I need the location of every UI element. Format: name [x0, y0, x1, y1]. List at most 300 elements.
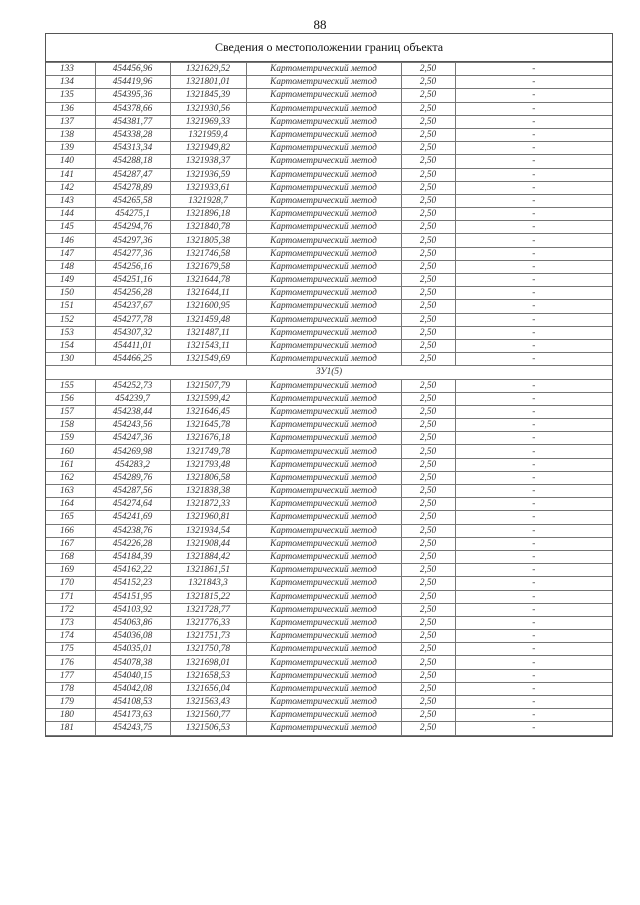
accuracy-cell: 2,50: [401, 511, 455, 524]
coord-x: 454238,76: [95, 524, 170, 537]
coord-x: 454238,44: [95, 405, 170, 418]
method-cell: Картометрический метод: [246, 656, 401, 669]
table-row: [46, 485, 612, 498]
point-number: 151: [46, 300, 95, 313]
method-cell: Картометрический метод: [246, 630, 401, 643]
accuracy-cell: 2,50: [401, 102, 455, 115]
coord-y: 1321676,18: [170, 432, 246, 445]
accuracy-cell: 2,50: [401, 471, 455, 484]
coord-y: 1321872,33: [170, 498, 246, 511]
accuracy-cell: 2,50: [401, 155, 455, 168]
coord-x: 454237,67: [95, 300, 170, 313]
method-cell: Картометрический метод: [246, 155, 401, 168]
coord-x: 454307,32: [95, 326, 170, 339]
description-cell: -: [455, 339, 612, 352]
accuracy-cell: 2,50: [401, 89, 455, 102]
coord-y: 1321896,18: [170, 208, 246, 221]
coord-y: 1321933,61: [170, 181, 246, 194]
method-cell: Картометрический метод: [246, 339, 401, 352]
table-row: [46, 656, 612, 669]
method-cell: Картометрический метод: [246, 63, 401, 76]
point-number: 181: [46, 722, 95, 735]
description-cell: -: [455, 247, 612, 260]
table-row: [46, 63, 612, 76]
description-cell: -: [455, 590, 612, 603]
point-number: 146: [46, 234, 95, 247]
table-row: [46, 682, 612, 695]
coord-y: 1321599,42: [170, 392, 246, 405]
description-cell: -: [455, 260, 612, 273]
accuracy-cell: 2,50: [401, 168, 455, 181]
description-cell: -: [455, 353, 612, 366]
method-cell: Картометрический метод: [246, 419, 401, 432]
accuracy-cell: 2,50: [401, 419, 455, 432]
accuracy-cell: 2,50: [401, 287, 455, 300]
accuracy-cell: 2,50: [401, 709, 455, 722]
description-cell: -: [455, 630, 612, 643]
description-cell: -: [455, 445, 612, 458]
coord-x: 454252,73: [95, 379, 170, 392]
coord-y: 1321549,69: [170, 353, 246, 366]
point-number: 160: [46, 445, 95, 458]
description-cell: -: [455, 234, 612, 247]
method-cell: Картометрический метод: [246, 234, 401, 247]
accuracy-cell: 2,50: [401, 326, 455, 339]
coord-y: 1321838,38: [170, 485, 246, 498]
coord-x: 454275,1: [95, 208, 170, 221]
accuracy-cell: 2,50: [401, 485, 455, 498]
table-row: [46, 89, 612, 102]
accuracy-cell: 2,50: [401, 76, 455, 89]
accuracy-cell: 2,50: [401, 682, 455, 695]
coord-x: 454269,98: [95, 445, 170, 458]
coord-x: 454287,47: [95, 168, 170, 181]
coord-y: 1321936,59: [170, 168, 246, 181]
table-row: [46, 379, 612, 392]
method-cell: Картометрический метод: [246, 445, 401, 458]
point-number: 152: [46, 313, 95, 326]
coord-y: 1321658,53: [170, 669, 246, 682]
method-cell: Картометрический метод: [246, 115, 401, 128]
accuracy-cell: 2,50: [401, 696, 455, 709]
method-cell: Картометрический метод: [246, 682, 401, 695]
point-number: 174: [46, 630, 95, 643]
description-cell: -: [455, 63, 612, 76]
coord-x: 454251,16: [95, 274, 170, 287]
table-row: [46, 564, 612, 577]
coord-y: 1321884,42: [170, 550, 246, 563]
point-number: 162: [46, 471, 95, 484]
description-cell: -: [455, 498, 612, 511]
table-row: [46, 287, 612, 300]
description-cell: -: [455, 155, 612, 168]
accuracy-cell: 2,50: [401, 432, 455, 445]
method-cell: Картометрический метод: [246, 405, 401, 418]
description-cell: -: [455, 669, 612, 682]
coord-y: 1321644,11: [170, 287, 246, 300]
description-cell: -: [455, 524, 612, 537]
coord-y: 1321728,77: [170, 603, 246, 616]
accuracy-cell: 2,50: [401, 379, 455, 392]
description-cell: -: [455, 432, 612, 445]
point-number: 134: [46, 76, 95, 89]
method-cell: Картометрический метод: [246, 550, 401, 563]
description-cell: -: [455, 300, 612, 313]
coord-y: 1321938,37: [170, 155, 246, 168]
coord-x: 454063,86: [95, 616, 170, 629]
coord-x: 454338,28: [95, 128, 170, 141]
coord-x: 454297,36: [95, 234, 170, 247]
coord-y: 1321563,43: [170, 696, 246, 709]
point-number: 150: [46, 287, 95, 300]
description-cell: -: [455, 458, 612, 471]
table-row: [46, 300, 612, 313]
accuracy-cell: 2,50: [401, 498, 455, 511]
point-number: 142: [46, 181, 95, 194]
description-cell: -: [455, 142, 612, 155]
description-cell: -: [455, 405, 612, 418]
table-row: [46, 142, 612, 155]
method-cell: Картометрический метод: [246, 458, 401, 471]
coord-x: 454265,58: [95, 194, 170, 207]
table-row: [46, 524, 612, 537]
accuracy-cell: 2,50: [401, 392, 455, 405]
table-row: [46, 155, 612, 168]
table-row: [46, 577, 612, 590]
coord-y: 1321801,01: [170, 76, 246, 89]
coord-y: 1321507,79: [170, 379, 246, 392]
coord-x: 454378,66: [95, 102, 170, 115]
accuracy-cell: 2,50: [401, 564, 455, 577]
point-number: 153: [46, 326, 95, 339]
method-cell: Картометрический метод: [246, 221, 401, 234]
point-number: 163: [46, 485, 95, 498]
point-number: 179: [46, 696, 95, 709]
table-row: [46, 392, 612, 405]
coord-x: 454243,75: [95, 722, 170, 735]
point-number: 133: [46, 63, 95, 76]
description-cell: -: [455, 696, 612, 709]
coord-y: 1321645,78: [170, 419, 246, 432]
description-cell: -: [455, 419, 612, 432]
accuracy-cell: 2,50: [401, 550, 455, 563]
accuracy-cell: 2,50: [401, 221, 455, 234]
method-cell: Картометрический метод: [246, 247, 401, 260]
coord-y: 1321746,58: [170, 247, 246, 260]
coord-x: 454294,76: [95, 221, 170, 234]
coord-x: 454256,16: [95, 260, 170, 273]
accuracy-cell: 2,50: [401, 260, 455, 273]
accuracy-cell: 2,50: [401, 339, 455, 352]
table-row: [46, 550, 612, 563]
description-cell: -: [455, 392, 612, 405]
table-row: [46, 208, 612, 221]
method-cell: Картометрический метод: [246, 76, 401, 89]
point-number: 168: [46, 550, 95, 563]
method-cell: Картометрический метод: [246, 181, 401, 194]
method-cell: Картометрический метод: [246, 471, 401, 484]
section-row: [46, 366, 612, 379]
coord-y: 1321644,78: [170, 274, 246, 287]
coord-y: 1321543,11: [170, 339, 246, 352]
description-cell: -: [455, 379, 612, 392]
point-number: 135: [46, 89, 95, 102]
method-cell: Картометрический метод: [246, 379, 401, 392]
description-cell: -: [455, 550, 612, 563]
coord-y: 1321815,22: [170, 590, 246, 603]
coord-y: 1321908,44: [170, 537, 246, 550]
point-number: 147: [46, 247, 95, 260]
table-row: [46, 471, 612, 484]
table-row: [46, 274, 612, 287]
method-cell: Картометрический метод: [246, 313, 401, 326]
table-row: [46, 247, 612, 260]
table-row: [46, 709, 612, 722]
table-row: [46, 419, 612, 432]
coord-x: 454151,95: [95, 590, 170, 603]
accuracy-cell: 2,50: [401, 643, 455, 656]
accuracy-cell: 2,50: [401, 128, 455, 141]
description-cell: -: [455, 485, 612, 498]
point-number: 140: [46, 155, 95, 168]
coord-x: 454035,01: [95, 643, 170, 656]
description-cell: -: [455, 313, 612, 326]
coord-y: 1321793,48: [170, 458, 246, 471]
point-number: 149: [46, 274, 95, 287]
method-cell: Картометрический метод: [246, 643, 401, 656]
table-row: [46, 313, 612, 326]
point-number: 130: [46, 353, 95, 366]
description-cell: -: [455, 128, 612, 141]
point-number: 144: [46, 208, 95, 221]
table-row: [46, 353, 612, 366]
accuracy-cell: 2,50: [401, 405, 455, 418]
accuracy-cell: 2,50: [401, 247, 455, 260]
method-cell: Картометрический метод: [246, 326, 401, 339]
coord-x: 454152,23: [95, 577, 170, 590]
table-row: [46, 669, 612, 682]
accuracy-cell: 2,50: [401, 524, 455, 537]
description-cell: -: [455, 564, 612, 577]
point-number: 171: [46, 590, 95, 603]
point-number: 139: [46, 142, 95, 155]
method-cell: Картометрический метод: [246, 485, 401, 498]
coordinates-table-body: [46, 63, 612, 736]
method-cell: Картометрический метод: [246, 392, 401, 405]
description-cell: -: [455, 115, 612, 128]
table-row: [46, 194, 612, 207]
section-label: ЗУ1(5): [46, 366, 612, 379]
coord-y: 1321506,53: [170, 722, 246, 735]
method-cell: Картометрический метод: [246, 709, 401, 722]
table-row: [46, 260, 612, 273]
coordinates-table: [46, 62, 612, 736]
description-cell: -: [455, 194, 612, 207]
accuracy-cell: 2,50: [401, 577, 455, 590]
method-cell: Картометрический метод: [246, 260, 401, 273]
accuracy-cell: 2,50: [401, 445, 455, 458]
point-number: 176: [46, 656, 95, 669]
coord-y: 1321600,95: [170, 300, 246, 313]
coord-x: 454256,28: [95, 287, 170, 300]
method-cell: Картометрический метод: [246, 590, 401, 603]
method-cell: Картометрический метод: [246, 274, 401, 287]
accuracy-cell: 2,50: [401, 300, 455, 313]
method-cell: Картометрический метод: [246, 432, 401, 445]
coord-y: 1321930,56: [170, 102, 246, 115]
coord-y: 1321487,11: [170, 326, 246, 339]
description-cell: -: [455, 326, 612, 339]
point-number: 167: [46, 537, 95, 550]
coord-y: 1321646,45: [170, 405, 246, 418]
coord-x: 454040,15: [95, 669, 170, 682]
coord-x: 454288,18: [95, 155, 170, 168]
method-cell: Картометрический метод: [246, 524, 401, 537]
table-row: [46, 168, 612, 181]
accuracy-cell: 2,50: [401, 181, 455, 194]
coord-y: 1321969,33: [170, 115, 246, 128]
point-number: 161: [46, 458, 95, 471]
coord-y: 1321776,33: [170, 616, 246, 629]
accuracy-cell: 2,50: [401, 669, 455, 682]
accuracy-cell: 2,50: [401, 616, 455, 629]
description-cell: -: [455, 102, 612, 115]
coord-x: 454173,63: [95, 709, 170, 722]
description-cell: -: [455, 603, 612, 616]
description-cell: -: [455, 221, 612, 234]
coord-y: 1321959,4: [170, 128, 246, 141]
point-number: 164: [46, 498, 95, 511]
coord-x: 454162,22: [95, 564, 170, 577]
coord-y: 1321656,04: [170, 682, 246, 695]
table-row: [46, 115, 612, 128]
method-cell: Картометрический метод: [246, 128, 401, 141]
point-number: 175: [46, 643, 95, 656]
description-cell: -: [455, 656, 612, 669]
coord-x: 454042,08: [95, 682, 170, 695]
coord-x: 454108,53: [95, 696, 170, 709]
coord-x: 454419,96: [95, 76, 170, 89]
accuracy-cell: 2,50: [401, 313, 455, 326]
coord-x: 454226,28: [95, 537, 170, 550]
method-cell: Картометрический метод: [246, 89, 401, 102]
method-cell: Картометрический метод: [246, 696, 401, 709]
coord-y: 1321928,7: [170, 194, 246, 207]
table-row: [46, 102, 612, 115]
description-cell: -: [455, 287, 612, 300]
accuracy-cell: 2,50: [401, 458, 455, 471]
description-cell: -: [455, 577, 612, 590]
coord-x: 454241,69: [95, 511, 170, 524]
table-row: [46, 445, 612, 458]
method-cell: Картометрический метод: [246, 537, 401, 550]
method-cell: Картометрический метод: [246, 616, 401, 629]
accuracy-cell: 2,50: [401, 63, 455, 76]
page-number: 88: [313, 17, 327, 32]
method-cell: Картометрический метод: [246, 142, 401, 155]
coord-y: 1321840,78: [170, 221, 246, 234]
description-cell: -: [455, 168, 612, 181]
point-number: 136: [46, 102, 95, 115]
accuracy-cell: 2,50: [401, 142, 455, 155]
table-row: [46, 76, 612, 89]
coord-x: 454247,36: [95, 432, 170, 445]
description-cell: -: [455, 471, 612, 484]
description-cell: -: [455, 722, 612, 735]
description-cell: -: [455, 89, 612, 102]
point-number: 166: [46, 524, 95, 537]
coord-y: 1321751,73: [170, 630, 246, 643]
point-number: 148: [46, 260, 95, 273]
method-cell: Картометрический метод: [246, 577, 401, 590]
coord-x: 454313,34: [95, 142, 170, 155]
point-number: 158: [46, 419, 95, 432]
method-cell: Картометрический метод: [246, 300, 401, 313]
point-number: 180: [46, 709, 95, 722]
method-cell: Картометрический метод: [246, 102, 401, 115]
method-cell: Картометрический метод: [246, 511, 401, 524]
description-cell: -: [455, 643, 612, 656]
coord-y: 1321805,38: [170, 234, 246, 247]
table-row: [46, 221, 612, 234]
accuracy-cell: 2,50: [401, 630, 455, 643]
coord-y: 1321949,82: [170, 142, 246, 155]
method-cell: Картометрический метод: [246, 722, 401, 735]
coord-x: 454278,89: [95, 181, 170, 194]
table-row: [46, 616, 612, 629]
table-title: Сведения о местоположении границ объекта: [46, 34, 612, 62]
coord-y: 1321934,54: [170, 524, 246, 537]
point-number: 173: [46, 616, 95, 629]
point-number: 172: [46, 603, 95, 616]
description-cell: -: [455, 76, 612, 89]
coord-x: 454239,7: [95, 392, 170, 405]
point-number: 155: [46, 379, 95, 392]
point-number: 154: [46, 339, 95, 352]
accuracy-cell: 2,50: [401, 115, 455, 128]
description-cell: -: [455, 709, 612, 722]
method-cell: Картометрический метод: [246, 498, 401, 511]
coord-x: 454103,92: [95, 603, 170, 616]
coord-x: 454289,76: [95, 471, 170, 484]
point-number: 165: [46, 511, 95, 524]
coord-x: 454381,77: [95, 115, 170, 128]
point-number: 157: [46, 405, 95, 418]
coord-x: 454456,96: [95, 63, 170, 76]
accuracy-cell: 2,50: [401, 656, 455, 669]
description-cell: -: [455, 511, 612, 524]
method-cell: Картометрический метод: [246, 194, 401, 207]
coord-x: 454395,36: [95, 89, 170, 102]
coord-x: 454277,36: [95, 247, 170, 260]
table-row: [46, 643, 612, 656]
method-cell: Картометрический метод: [246, 353, 401, 366]
point-number: 177: [46, 669, 95, 682]
table-row: [46, 458, 612, 471]
coord-y: 1321845,39: [170, 89, 246, 102]
point-number: 156: [46, 392, 95, 405]
coord-y: 1321861,51: [170, 564, 246, 577]
accuracy-cell: 2,50: [401, 274, 455, 287]
coord-y: 1321560,77: [170, 709, 246, 722]
table-row: [46, 128, 612, 141]
point-number: 178: [46, 682, 95, 695]
method-cell: Картометрический метод: [246, 287, 401, 300]
coord-y: 1321843,3: [170, 577, 246, 590]
point-number: 137: [46, 115, 95, 128]
table-row: [46, 181, 612, 194]
method-cell: Картометрический метод: [246, 603, 401, 616]
